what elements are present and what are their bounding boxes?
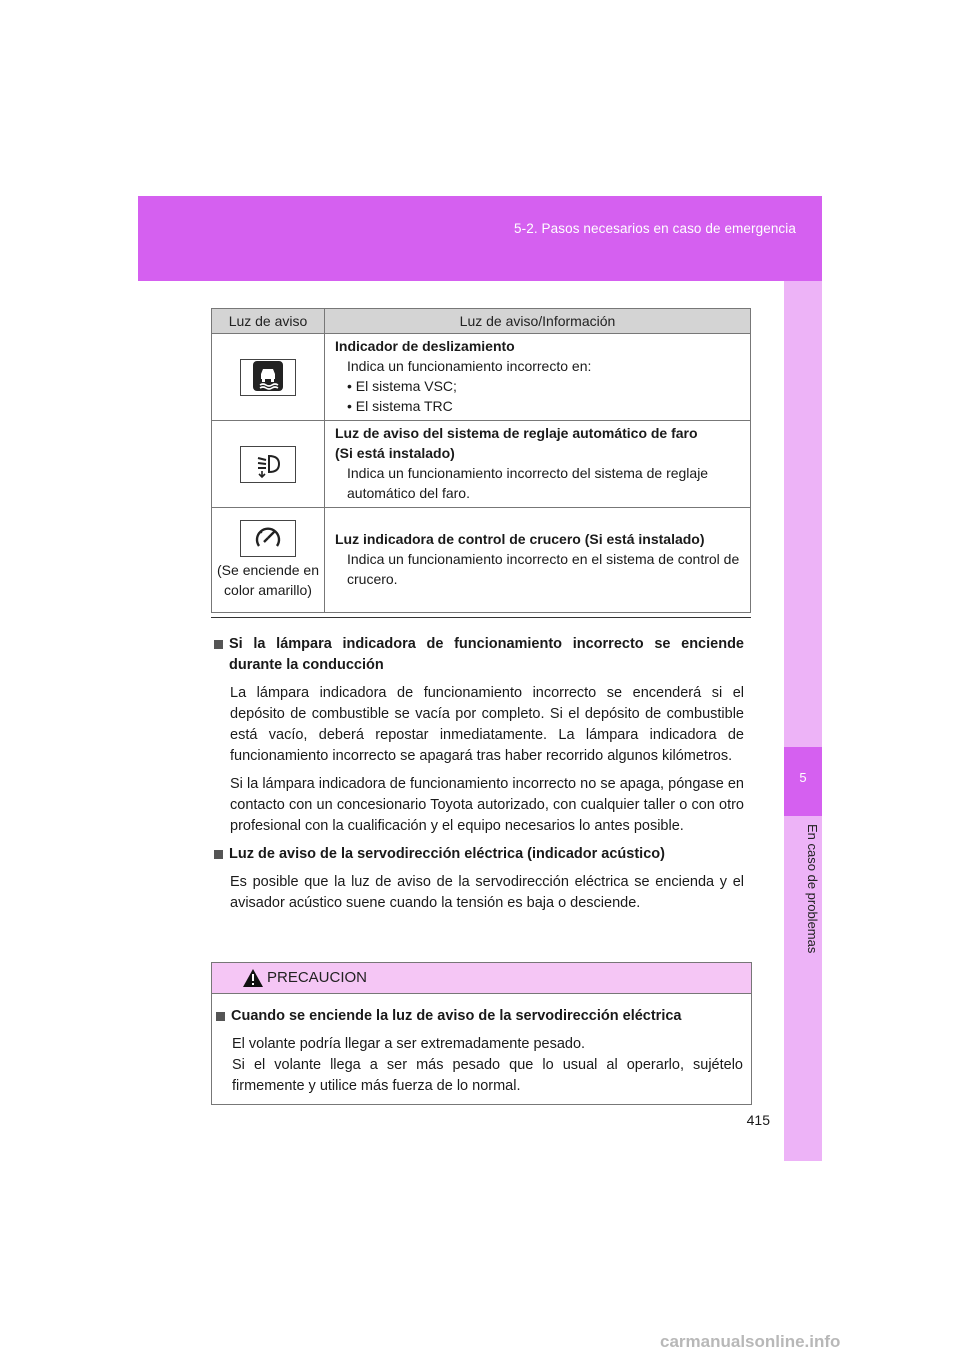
row-title: Luz de aviso del sistema de reglaje automático de faro bbox=[335, 425, 698, 441]
chapter-side-tab bbox=[784, 281, 822, 1161]
table-row bbox=[212, 421, 751, 508]
caution-heading: Cuando se enciende la luz de aviso de la servodirección eléctrica bbox=[216, 1006, 743, 1027]
icon-cell bbox=[212, 421, 325, 508]
caution-body bbox=[212, 994, 751, 1097]
section-heading: Luz de aviso de la servodirección eléctrica (indicador acústico) bbox=[214, 844, 744, 865]
table-row bbox=[212, 508, 751, 613]
body-text bbox=[214, 634, 744, 914]
row-bullet: • El sistema TRC bbox=[347, 398, 453, 414]
caution-text: Si el volante llega a ser más pesado que lo usual al operarlo, sujételo firmemente y utilice más fuerza de lo normal. bbox=[232, 1057, 743, 1094]
warning-lights-table bbox=[211, 308, 751, 613]
table-row bbox=[212, 334, 751, 421]
page-number: 415 bbox=[746, 1112, 770, 1128]
table-header-row bbox=[212, 309, 751, 334]
row-title: Indicador de deslizamiento bbox=[335, 338, 515, 354]
row-text: Indica un funcionamiento incorrecto en el sistema de control de crucero. bbox=[347, 551, 740, 587]
caution-box bbox=[211, 962, 752, 1105]
chapter-title: En caso de problemas bbox=[805, 824, 820, 954]
square-bullet-icon bbox=[216, 1012, 225, 1021]
header-band bbox=[138, 196, 822, 281]
row-text: Indica un funcionamiento incorrecto en: bbox=[347, 358, 592, 374]
icon-cell bbox=[212, 334, 325, 421]
section-title: 5-2. Pasos necesarios en caso de emergencia bbox=[514, 221, 796, 236]
icon-cell bbox=[212, 508, 325, 613]
section-heading: Si la lámpara indicadora de funcionamiento incorrecto se enciende durante la conducción bbox=[214, 634, 744, 676]
row-bullet: • El sistema VSC; bbox=[347, 378, 457, 394]
info-cell bbox=[325, 508, 751, 613]
square-bullet-icon bbox=[214, 640, 223, 649]
section-divider bbox=[211, 617, 751, 618]
info-cell bbox=[325, 334, 751, 421]
col-header-warning-light: Luz de aviso bbox=[212, 309, 325, 334]
paragraph: La lámpara indicadora de funcionamiento incorrecto se encenderá si el depósito de combustible se vacía por completo. Si el depósito de combustible está vacío, deberá repostar inmediatamente. La lámpara indicadora de funcionamiento incorrecto se apagará tras haber recorrido algunos kilómetros. bbox=[230, 685, 744, 764]
paragraph: Si la lámpara indicadora de funcionamiento incorrecto no se apaga, póngase en contacto con un concesionario Toyota autorizado, con cualquier taller o con otro profesional con la cualificación y el equipo necesarios lo antes posible. bbox=[230, 776, 744, 834]
square-bullet-icon bbox=[214, 850, 223, 859]
headlight-leveling-icon bbox=[240, 446, 296, 483]
cruise-control-icon bbox=[240, 520, 296, 557]
info-cell bbox=[325, 421, 751, 508]
col-header-information: Luz de aviso/Información bbox=[325, 309, 751, 334]
caution-text: El volante podría llegar a ser extremadamente pesado. bbox=[232, 1036, 586, 1052]
caution-header bbox=[212, 963, 751, 994]
paragraph: Es posible que la luz de aviso de la servodirección eléctrica se encienda y el avisador acústico suene cuando la tensión es baja o desciende. bbox=[230, 874, 744, 911]
chapter-number: 5 bbox=[799, 770, 807, 785]
row-text: Indica un funcionamiento incorrecto del sistema de reglaje automático del faro. bbox=[347, 465, 709, 501]
warning-triangle-icon bbox=[242, 968, 264, 988]
skid-indicator-icon bbox=[240, 359, 296, 396]
row-title-note: (Si está instalado) bbox=[335, 445, 455, 461]
row-title: Luz indicadora de control de crucero (Si está instalado) bbox=[335, 531, 705, 547]
watermark: carmanualsonline.info bbox=[660, 1332, 841, 1351]
caution-title: PRECAUCION bbox=[267, 969, 368, 986]
icon-note: (Se enciende en color amarillo) bbox=[217, 562, 319, 598]
